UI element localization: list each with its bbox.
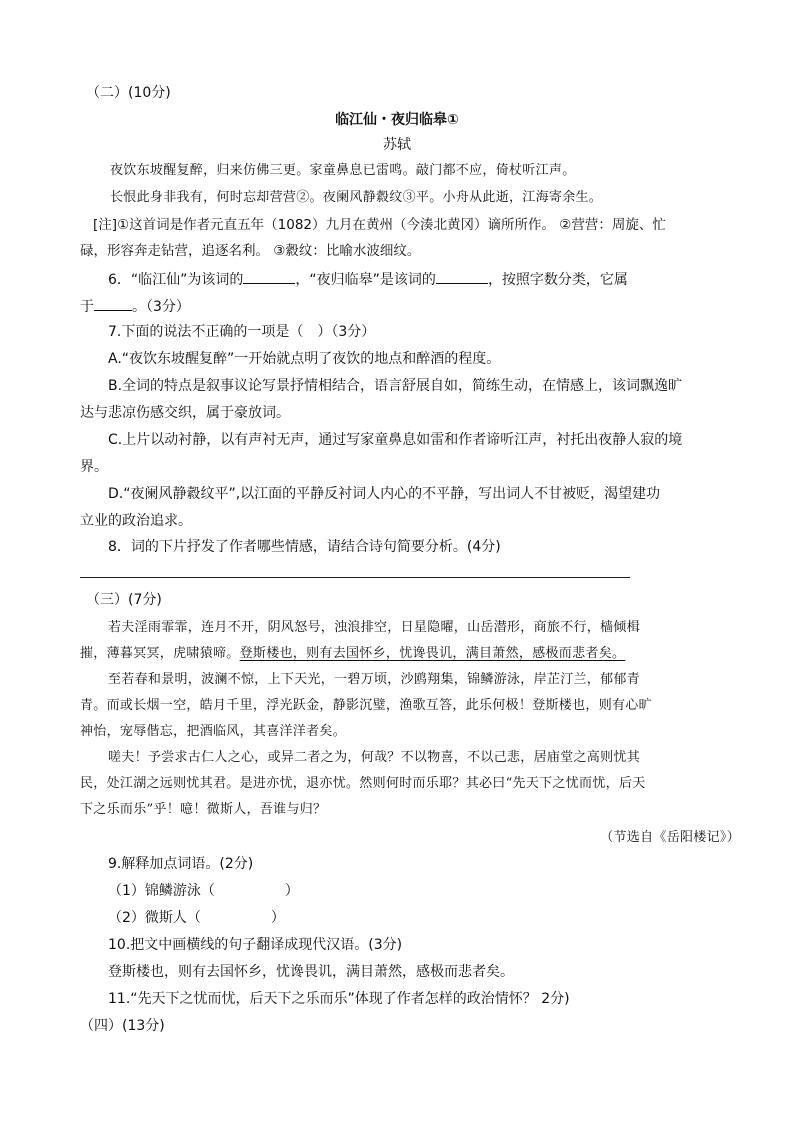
question-6-text-b: ，“夜归临皋”是该词的 [295, 272, 436, 288]
question-10: 10.把文中画横线的句子翻译成现代汉语。(3分) [108, 937, 403, 953]
answer-blank-6-2[interactable] [436, 269, 488, 284]
question-6-text-d: 于 [80, 299, 94, 315]
note-line-1: [注]①这首词是作者元直五年（1082）九月在黄州（今湊北黄冈）谪所所作。 ②营营：周旋、忙 [93, 217, 666, 233]
question-7-option-c-line-2: 界。 [80, 459, 108, 475]
poem-line-2: 长恨此身非我有，何时忘却营营②。夜阑风静縠纹③平。小舟从此逝，江海寄余生。 [110, 190, 603, 205]
passage-p1-text: 摧，薄暮冥冥，虎啸猿啼。 [80, 646, 240, 661]
passage-p2-line-3: 神怡，宠辱偕忘，把酒临风，其喜洋洋者矣。 [80, 724, 347, 739]
section2-heading: （二）(10分) [86, 85, 171, 101]
note-line-2: 碌，形容奔走钻营，追逐名利。 ③縠纹：比喻水波细纹。 [80, 243, 421, 259]
question-6-text-e: 。（3分） [132, 299, 190, 315]
answer-blank-6-3[interactable] [94, 296, 132, 311]
answer-blank-6-1[interactable] [243, 269, 295, 284]
passage-p3-line-1: 嗟夫！予尝求古仁人之心，或异二者之为，何哉？不以物喜，不以己悲，居庙堂之高则忧其 [108, 750, 641, 765]
question-7: 7.下面的说法不正确的一项是（ ）（3分） [108, 324, 376, 340]
question-8: 8．词的下片抒发了作者哪些情感，请结合诗句简要分析。(4分) [108, 539, 501, 555]
question-7-option-c-line-1: C.上片以动衬静，以有声衬无声，通过写家童鼻息如雷和作者谛听江声，衬托出夜静人寂的境 [108, 432, 683, 448]
question-6-line-1 [108, 269, 628, 289]
passage-source: （节选自《岳阳楼记》） [600, 830, 740, 845]
question-9-item-1: （1）锦鳞游泳（ ） [108, 883, 299, 899]
question-6-line-2 [80, 296, 190, 316]
question-9: 9.解释加点词语。(2分) [108, 856, 254, 872]
question-7-option-b-line-2: 达与悲凉伤感交织，属于豪放词。 [80, 405, 290, 421]
question-7-option-a: A.“夜饮东坡醒复醉”一开始就点明了夜饮的地点和醉酒的程度。 [108, 351, 501, 367]
passage-p3-line-3: 下之乐而乐”乎！噫！微斯人，吾谁与归？ [80, 802, 327, 817]
poem-author: 苏轼 [383, 137, 411, 153]
section4-heading: （四）(13分) [80, 1018, 165, 1034]
poem-line-1: 夜饮东坡醒复醉，归来仿佛三更。家童鼻息已雷鸣。敲门都不应，倚杖听江声。 [110, 163, 576, 178]
question-9-item-2: （2）微斯人（ ） [108, 910, 285, 926]
passage-p2-line-1: 至若春和景明，波澜不惊，上下天光，一碧万顷，沙鸥翔集，锦鳞游泳，岸芷汀兰，郁郁青 [108, 672, 641, 687]
question-7-option-b-line-1: B.全词的特点是叙事议论写景抒情相结合，语言舒展自如，简练生动，在情感上，该词飘逸旷 [108, 378, 683, 394]
passage-p2-line-2: 青。而或长烟一空，皓月千里，浮光跃金，静影沉璧，渔歌互答，此乐何极！登斯楼也，则有心旷 [80, 698, 652, 713]
passage-p1-line-2 [80, 645, 625, 663]
answer-line-8[interactable] [80, 577, 630, 578]
underlined-sentence: 登斯楼也，则有去国怀乡，忧谗畏讥，满目萧然，感极而悲者矣。 [239, 646, 626, 661]
question-11: 11.“先天下之忧而忧，后天下之乐而乐”体现了作者怎样的政治情怀？ 2分) [108, 991, 570, 1007]
question-6-text-c: ，按照字数分类，它属 [487, 272, 628, 288]
passage-p3-line-2: 民，处江湖之远则忧其君。是进亦忧，退亦忧。然则何时而乐耶？其必曰“先天下之忧而忧，后天 [80, 776, 646, 791]
question-7-option-d-line-1: D.“夜阑风静縠纹平”,以江面的平静反衬词人内心的不平静，写出词人不甘被贬，渴望建功 [108, 486, 661, 502]
passage-p1-line-1: 若夫淫雨霏霏，连月不开，阴风怒号，浊浪排空，日星隐曜，山岳潜形，商旅不行，樯倾楫 [108, 620, 641, 635]
question-6-text-a: 6．“临江仙”为该词的 [108, 272, 244, 288]
section3-heading: （三）(7分) [86, 592, 162, 608]
question-7-option-d-line-2: 立业的政治追求。 [80, 513, 192, 529]
poem-title: 临江仙・夜归临皋① [335, 112, 459, 128]
question-10-sentence: 登斯楼也，则有去国怀乡，忧谗畏讥，满目萧然，感极而悲者矣。 [108, 964, 514, 980]
